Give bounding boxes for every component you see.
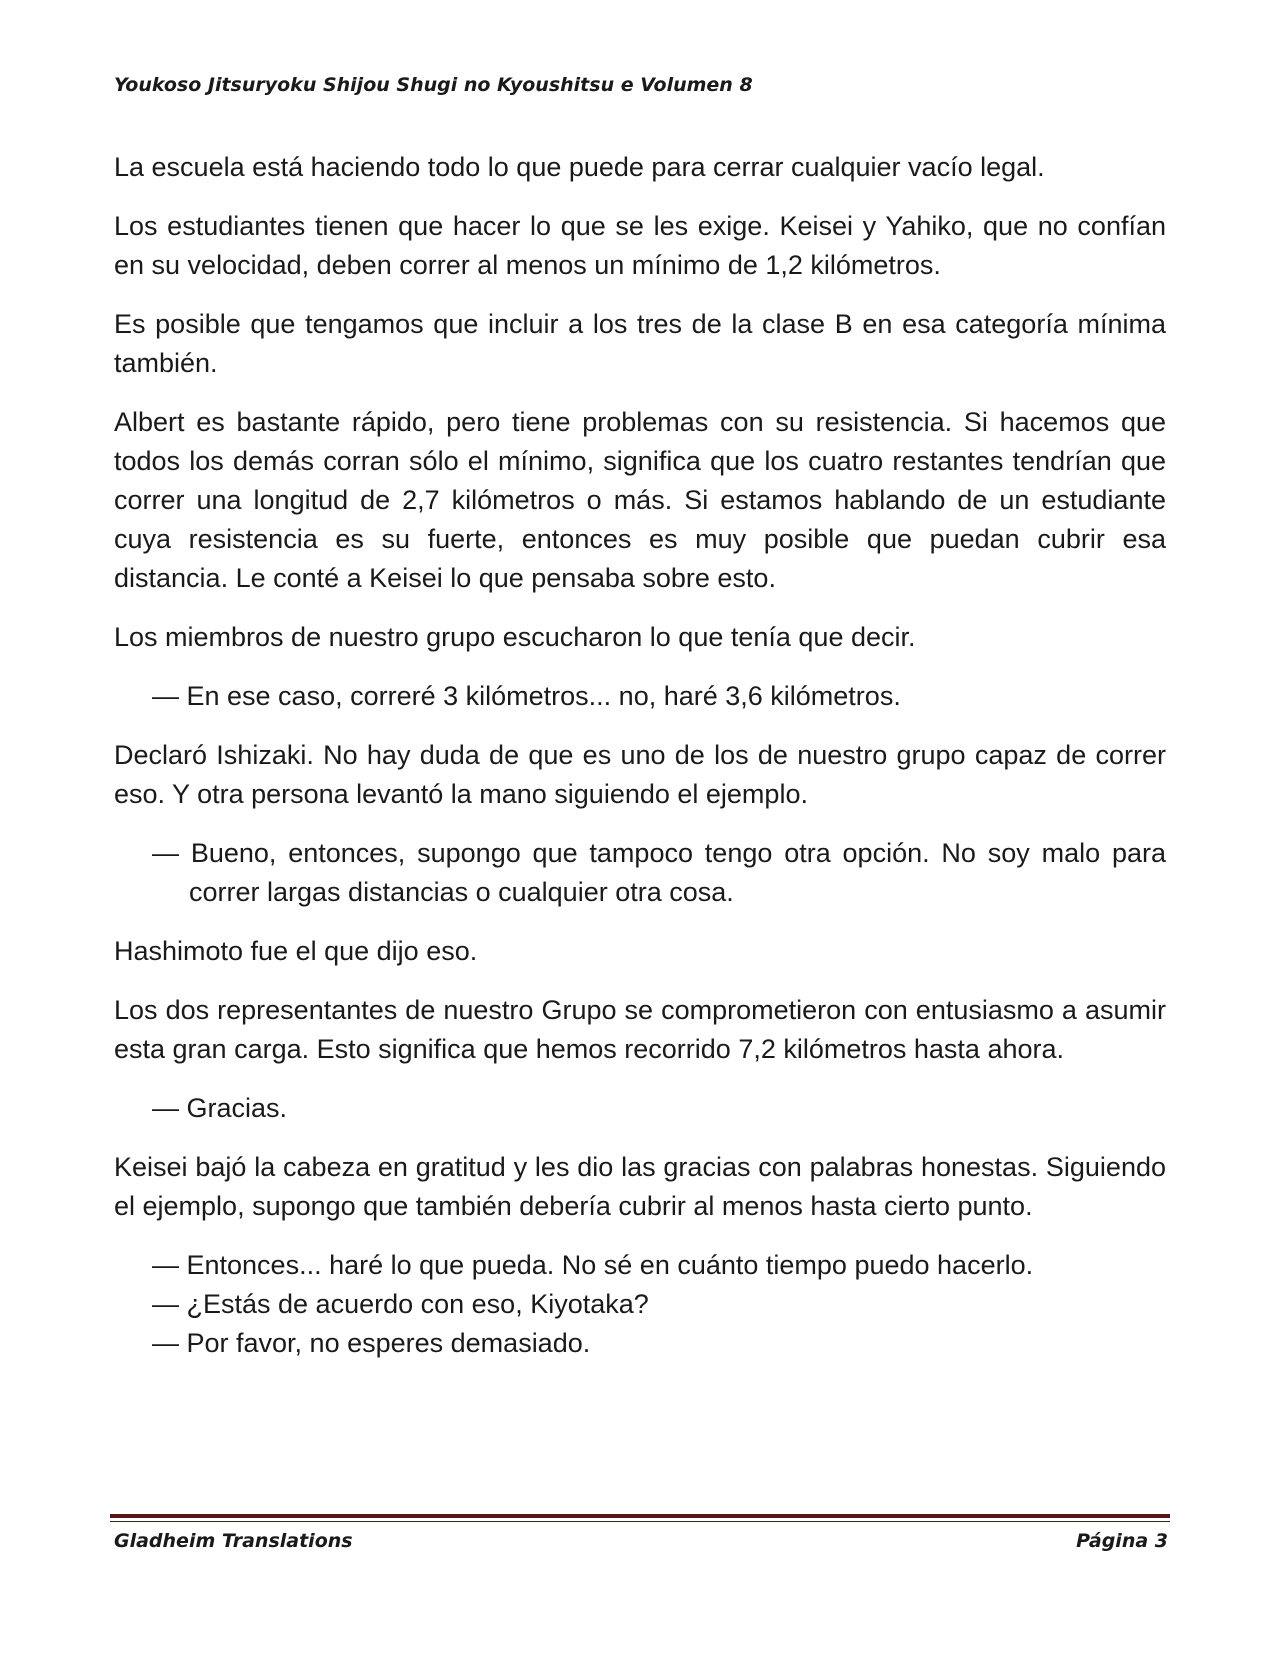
paragraph: Es posible que tengamos que incluir a los tres de la clase B en esa categoría mínima también. <box>114 309 1166 378</box>
paragraph: Keisei bajó la cabeza en gratitud y les dio las gracias con palabras honestas. Siguiendo el ejemplo, supongo que también debería cubrir al menos hasta cierto punto. <box>114 1152 1166 1221</box>
dialogue-line: — En ese caso, correré 3 kilómetros... no, haré 3,6 kilómetros. <box>152 681 901 711</box>
footer-rule-thin <box>110 1521 1170 1522</box>
paragraph: Los dos representantes de nuestro Grupo se comprometieron con entusiasmo a asumir esta gran carga. Esto significa que hemos recorrido 7,2 kilómetros hasta ahora. <box>114 995 1166 1064</box>
dialogue-line: — Por favor, no esperes demasiado. <box>152 1328 591 1358</box>
paragraph: Hashimoto fue el que dijo eso. <box>114 936 478 966</box>
dialogue-line: — Entonces... haré lo que pueda. No sé en cuánto tiempo puedo hacerlo. <box>152 1250 1034 1280</box>
dialogue-line: — Gracias. <box>152 1093 288 1123</box>
page-body <box>114 148 1166 1383</box>
dialogue-line: — Bueno, entonces, supongo que tampoco tengo otra opción. No soy malo para correr largas distancias o cualquier otra cosa. <box>152 838 1166 907</box>
dialogue-group <box>114 1246 1166 1363</box>
footer-rule <box>110 1514 1170 1518</box>
paragraph: Los estudiantes tienen que hacer lo que se les exige. Keisei y Yahiko, que no confían en su velocidad, deben correr al menos un mínimo de 1,2 kilómetros. <box>114 211 1166 280</box>
footer-credit: Gladheim Translations <box>114 1530 353 1552</box>
page-header-title: Youkoso Jitsuryoku Shijou Shugi no Kyoushitsu e Volumen 8 <box>114 74 753 96</box>
paragraph: Los miembros de nuestro grupo escucharon lo que tenía que decir. <box>114 622 916 652</box>
paragraph: Declaró Ishizaki. No hay duda de que es uno de los de nuestro grupo capaz de correr eso. Y otra persona levantó la mano siguiendo el ejemplo. <box>114 740 1166 809</box>
page-number: Página 3 <box>1076 1530 1168 1552</box>
paragraph: Albert es bastante rápido, pero tiene problemas con su resistencia. Si hacemos que todos los demás corran sólo el mínimo, significa que los cuatro restantes tendrían que correr una longitud de 2,7 kilómetros o más. Si estamos hablando de un estudiante cuya resistencia es su fuerte, entonces es muy posible que puedan cubrir esa distancia. Le conté a Keisei lo que pensaba sobre esto. <box>114 407 1166 593</box>
paragraph: La escuela está haciendo todo lo que puede para cerrar cualquier vacío legal. <box>114 152 1045 182</box>
dialogue-line: — ¿Estás de acuerdo con eso, Kiyotaka? <box>152 1289 649 1319</box>
